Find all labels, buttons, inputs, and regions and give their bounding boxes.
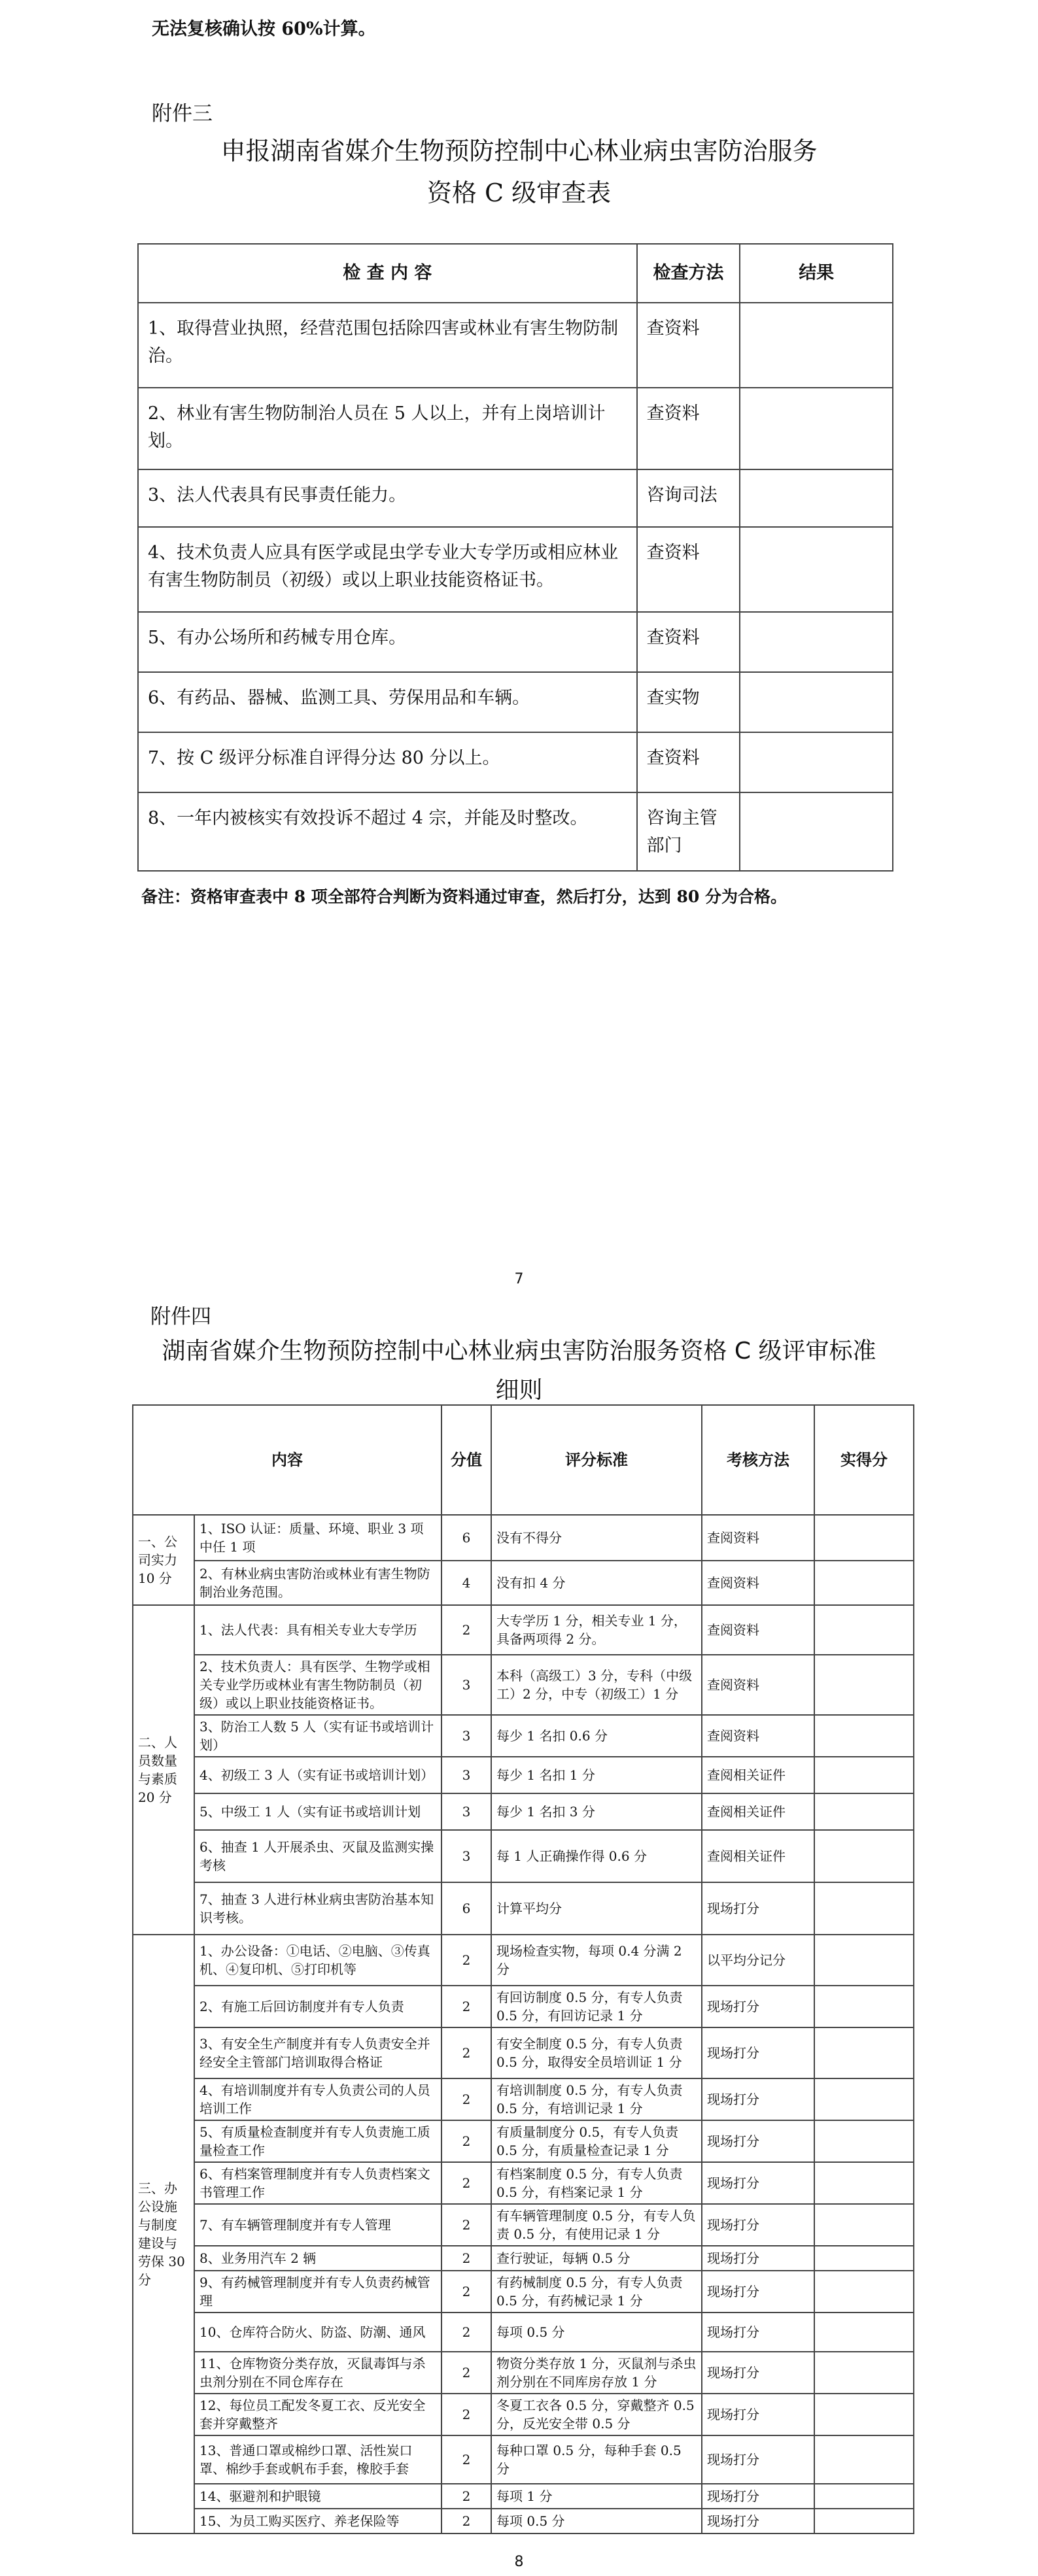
row-actual xyxy=(814,1715,914,1757)
row-criteria: 每种口罩 0.5 分，每种手套 0.5 分 xyxy=(491,2435,702,2484)
row-method: 现场打分 xyxy=(702,2394,814,2435)
row-score: 2 xyxy=(441,1986,491,2027)
row-score: 6 xyxy=(441,1515,491,1561)
row-score: 2 xyxy=(441,2120,491,2162)
row-method: 以平均分记分 xyxy=(702,1935,814,1986)
annex4-row xyxy=(133,2435,914,2484)
row-score: 3 xyxy=(441,1793,491,1830)
row-method: 查阅资料 xyxy=(702,1515,814,1561)
page-number: 8 xyxy=(514,2554,524,2570)
row-actual xyxy=(814,2204,914,2246)
row-criteria: 冬夏工衣各 0.5 分，穿戴整齐 0.5 分，反光安全带 0.5 分 xyxy=(491,2394,702,2435)
row-criteria: 每项 0.5 分 xyxy=(491,2509,702,2534)
row-method: 查阅资料 xyxy=(702,1715,814,1757)
row-actual xyxy=(814,1605,914,1655)
row-result xyxy=(740,612,893,672)
header-content: 检 查 内 容 xyxy=(138,244,637,303)
annex4-row xyxy=(133,1757,914,1793)
annex4-row xyxy=(133,2246,914,2271)
row-content: 6、有药品、器械、监测工具、劳保用品和车辆。 xyxy=(138,672,637,732)
row-actual xyxy=(814,2394,914,2435)
row-actual xyxy=(814,2271,914,2313)
row-method: 现场打分 xyxy=(702,2120,814,2162)
row-method: 查资料 xyxy=(637,303,740,388)
row-method: 咨询司法 xyxy=(637,469,740,527)
row-score: 2 xyxy=(441,2162,491,2204)
row-item: 14、驱避剂和护眼镜 xyxy=(194,2484,441,2509)
row-score: 2 xyxy=(441,2484,491,2509)
row-method: 查阅资料 xyxy=(702,1605,814,1655)
row-criteria: 每项 0.5 分 xyxy=(491,2313,702,2352)
header-result: 结果 xyxy=(740,244,893,303)
row-item: 3、防治工人数 5 人（实有证书或培训计划） xyxy=(194,1715,441,1757)
annex4-row xyxy=(133,2120,914,2162)
row-criteria: 有车辆管理制度 0.5 分，有专人负责 0.5 分，有使用记录 1 分 xyxy=(491,2204,702,2246)
row-score: 2 xyxy=(441,2435,491,2484)
annex3-title-line1: 申报湖南省媒介生物预防控制中心林业病虫害防治服务 xyxy=(220,137,818,165)
row-actual xyxy=(814,2120,914,2162)
row-criteria: 计算平均分 xyxy=(491,1882,702,1935)
row-item: 9、有药械管理制度并有专人负责药械管理 xyxy=(194,2271,441,2313)
row-item: 1、ISO 认证：质量、环境、职业 3 项中任 1 项 xyxy=(194,1515,441,1561)
row-actual xyxy=(814,2078,914,2120)
header-score: 分值 xyxy=(441,1405,491,1515)
row-item: 2、技术负责人：具有医学、生物学或相关专业学历或林业有害生物防制员（初级）或以上职业技能资格证书。 xyxy=(194,1655,441,1715)
row-method: 查阅相关证件 xyxy=(702,1830,814,1882)
row-content: 4、技术负责人应具有医学或昆虫学专业大专学历或相应林业有害生物防制员（初级）或以上职业技能资格证书。 xyxy=(138,527,637,612)
row-method: 查资料 xyxy=(637,732,740,792)
row-criteria: 没有不得分 xyxy=(491,1515,702,1561)
header-criteria: 评分标准 xyxy=(491,1405,702,1515)
annex4-row xyxy=(133,2394,914,2435)
row-criteria: 查行驶证，每辆 0.5 分 xyxy=(491,2246,702,2271)
header-method: 检查方法 xyxy=(637,244,740,303)
annex3-row xyxy=(138,672,893,732)
row-method: 现场打分 xyxy=(702,2313,814,2352)
row-score: 2 xyxy=(441,2313,491,2352)
row-actual xyxy=(814,1757,914,1793)
annex3-row xyxy=(138,388,893,469)
row-content: 8、一年内被核实有效投诉不超过 4 宗，并能及时整改。 xyxy=(138,792,637,871)
row-method: 现场打分 xyxy=(702,2509,814,2534)
annex4-row xyxy=(133,2078,914,2120)
row-criteria: 现场检查实物，每项 0.4 分满 2 分 xyxy=(491,1935,702,1986)
row-result xyxy=(740,469,893,527)
row-result xyxy=(740,732,893,792)
annex4-title-line2: 细则 xyxy=(495,1377,543,1404)
row-criteria: 有档案制度 0.5 分，有专人负责 0.5 分，有档案记录 1 分 xyxy=(491,2162,702,2204)
row-score: 3 xyxy=(441,1757,491,1793)
row-item: 2、有林业病虫害防治或林业有害生物防制治业务范围。 xyxy=(194,1561,441,1605)
row-method: 查阅资料 xyxy=(702,1561,814,1605)
row-score: 2 xyxy=(441,2271,491,2313)
row-result xyxy=(740,792,893,871)
row-criteria: 大专学历 1 分，相关专业 1 分，具备两项得 2 分。 xyxy=(491,1605,702,1655)
row-score: 2 xyxy=(441,2204,491,2246)
row-item: 10、仓库符合防火、防盗、防潮、通风 xyxy=(194,2313,441,2352)
header-actual: 实得分 xyxy=(814,1405,914,1515)
row-actual xyxy=(814,1830,914,1882)
annex3-header-row xyxy=(138,244,893,303)
annex3-row xyxy=(138,732,893,792)
row-item: 4、有培训制度并有专人负责公司的人员培训工作 xyxy=(194,2078,441,2120)
row-score: 2 xyxy=(441,2027,491,2078)
row-result xyxy=(740,303,893,388)
row-score: 2 xyxy=(441,2246,491,2271)
row-score: 2 xyxy=(441,2352,491,2394)
annex4-header-row xyxy=(133,1405,914,1515)
annex4-row xyxy=(133,2162,914,2204)
row-actual xyxy=(814,1515,914,1561)
group-name: 二、人员数量与素质 20 分 xyxy=(133,1605,194,1935)
row-item: 6、有档案管理制度并有专人负责档案文书管理工作 xyxy=(194,2162,441,2204)
annex4-row xyxy=(133,1655,914,1715)
row-criteria: 每项 1 分 xyxy=(491,2484,702,2509)
row-item: 12、每位员工配发冬夏工衣、反光安全套并穿戴整齐 xyxy=(194,2394,441,2435)
row-score: 6 xyxy=(441,1882,491,1935)
annex3-row xyxy=(138,612,893,672)
row-item: 2、有施工后回访制度并有专人负责 xyxy=(194,1986,441,2027)
row-method: 查实物 xyxy=(637,672,740,732)
row-item: 4、初级工 3 人（实有证书或培训计划） xyxy=(194,1757,441,1793)
row-actual xyxy=(814,1935,914,1986)
row-item: 1、法人代表：具有相关专业大专学历 xyxy=(194,1605,441,1655)
row-result xyxy=(740,672,893,732)
row-method: 现场打分 xyxy=(702,2352,814,2394)
row-method: 查资料 xyxy=(637,527,740,612)
annex4-row xyxy=(133,1935,914,1986)
row-actual xyxy=(814,2352,914,2394)
row-actual xyxy=(814,2246,914,2271)
header-method: 考核方法 xyxy=(702,1405,814,1515)
row-actual xyxy=(814,1882,914,1935)
group-name: 一、公司实力 10 分 xyxy=(133,1515,194,1605)
annex4-row xyxy=(133,1515,914,1561)
row-actual xyxy=(814,2509,914,2534)
row-score: 2 xyxy=(441,2078,491,2120)
annex4-row xyxy=(133,1986,914,2027)
row-score: 2 xyxy=(441,2394,491,2435)
annex3-title-line2: 资格 C 级审查表 xyxy=(426,178,612,207)
row-criteria: 有药械制度 0.5 分，有专人负责 0.5 分，有药械记录 1 分 xyxy=(491,2271,702,2313)
row-method: 现场打分 xyxy=(702,2027,814,2078)
row-criteria: 有回访制度 0.5 分，有专人负责 0.5 分，有回访记录 1 分 xyxy=(491,1986,702,2027)
annex3-remark: 备注：资格审查表中 8 项全部符合判断为资料通过审查，然后打分，达到 80 分为合格。 xyxy=(141,887,787,906)
annex4-row xyxy=(133,2509,914,2534)
row-item: 11、仓库物资分类存放，灭鼠毒饵与杀虫剂分别在不同仓库存在 xyxy=(194,2352,441,2394)
row-actual xyxy=(814,2027,914,2078)
row-score: 2 xyxy=(441,2509,491,2534)
row-method: 查资料 xyxy=(637,612,740,672)
row-actual xyxy=(814,1561,914,1605)
annex4-row xyxy=(133,1605,914,1655)
row-item: 5、有质量检查制度并有专人负责施工质量检查工作 xyxy=(194,2120,441,2162)
row-result xyxy=(740,388,893,469)
row-criteria: 有安全制度 0.5 分，有专人负责 0.5 分，取得安全员培训证 1 分 xyxy=(491,2027,702,2078)
annex4-title-line1: 湖南省媒介生物预防控制中心林业病虫害防治服务资格 C 级评审标准 xyxy=(162,1338,876,1364)
annex3-review-table xyxy=(137,243,893,872)
row-criteria: 每少 1 名扣 1 分 xyxy=(491,1757,702,1793)
annex4-row xyxy=(133,2352,914,2394)
row-content: 7、按 C 级评分标准自评得分达 80 分以上。 xyxy=(138,732,637,792)
annex4-label: 附件四 xyxy=(150,1305,211,1329)
annex3-row xyxy=(138,792,893,871)
annex4-scoring-table xyxy=(132,1404,914,2534)
annex4-row xyxy=(133,2204,914,2246)
annex4-row xyxy=(133,2313,914,2352)
row-criteria: 本科（高级工）3 分，专科（中级工）2 分，中专（初级工）1 分 xyxy=(491,1655,702,1715)
row-actual xyxy=(814,1986,914,2027)
annex3-label: 附件三 xyxy=(152,102,213,126)
row-method: 现场打分 xyxy=(702,2484,814,2509)
annex4-row xyxy=(133,1793,914,1830)
row-criteria: 没有扣 4 分 xyxy=(491,1561,702,1605)
row-item: 7、有车辆管理制度并有专人管理 xyxy=(194,2204,441,2246)
row-method: 现场打分 xyxy=(702,2246,814,2271)
row-method: 现场打分 xyxy=(702,1986,814,2027)
row-score: 2 xyxy=(441,1605,491,1655)
row-method: 查阅资料 xyxy=(702,1655,814,1715)
top-note: 无法复核确认按 60%计算。 xyxy=(152,19,376,39)
annex3-row xyxy=(138,303,893,388)
row-method: 现场打分 xyxy=(702,2078,814,2120)
row-method: 查阅相关证件 xyxy=(702,1793,814,1830)
row-actual xyxy=(814,1793,914,1830)
annex4-row xyxy=(133,1715,914,1757)
page-number: 7 xyxy=(514,1271,524,1287)
row-actual xyxy=(814,2313,914,2352)
group-name: 三、办公设施与制度建设与劳保 30 分 xyxy=(133,1935,194,2534)
row-score: 4 xyxy=(441,1561,491,1605)
row-item: 1、办公设备：①电话、②电脑、③传真机、④复印机、⑤打印机等 xyxy=(194,1935,441,1986)
annex4-row xyxy=(133,2027,914,2078)
row-item: 5、中级工 1 人（实有证书或培训计划 xyxy=(194,1793,441,1830)
row-method: 查阅相关证件 xyxy=(702,1757,814,1793)
row-content: 1、取得营业执照，经营范围包括除四害或林业有害生物防制治。 xyxy=(138,303,637,388)
annex4-row xyxy=(133,1882,914,1935)
annex3-row xyxy=(138,527,893,612)
row-item: 8、业务用汽车 2 辆 xyxy=(194,2246,441,2271)
row-method: 查资料 xyxy=(637,388,740,469)
row-score: 3 xyxy=(441,1830,491,1882)
row-score: 3 xyxy=(441,1715,491,1757)
row-method: 现场打分 xyxy=(702,2435,814,2484)
row-content: 2、林业有害生物防制治人员在 5 人以上，并有上岗培训计划。 xyxy=(138,388,637,469)
annex3-row xyxy=(138,469,893,527)
row-criteria: 有培训制度 0.5 分，有专人负责 0.5 分，有培训记录 1 分 xyxy=(491,2078,702,2120)
row-actual xyxy=(814,1655,914,1715)
annex4-row xyxy=(133,2271,914,2313)
row-criteria: 每 1 人正确操作得 0.6 分 xyxy=(491,1830,702,1882)
row-content: 5、有办公场所和药械专用仓库。 xyxy=(138,612,637,672)
row-item: 7、抽查 3 人进行林业病虫害防治基本知识考核。 xyxy=(194,1882,441,1935)
annex4-row xyxy=(133,2484,914,2509)
row-score: 2 xyxy=(441,1935,491,1986)
row-method: 现场打分 xyxy=(702,2271,814,2313)
row-method: 咨询主管部门 xyxy=(637,792,740,871)
row-actual xyxy=(814,2162,914,2204)
row-criteria: 每少 1 名扣 3 分 xyxy=(491,1793,702,1830)
row-result xyxy=(740,527,893,612)
row-item: 15、为员工购买医疗、养老保险等 xyxy=(194,2509,441,2534)
row-item: 13、普通口罩或棉纱口罩、活性炭口罩、棉纱手套或帆布手套，橡胶手套 xyxy=(194,2435,441,2484)
row-actual xyxy=(814,2435,914,2484)
annex4-row xyxy=(133,1830,914,1882)
row-item: 3、有安全生产制度并有专人负责安全并经安全主管部门培训取得合格证 xyxy=(194,2027,441,2078)
row-score: 3 xyxy=(441,1655,491,1715)
row-actual xyxy=(814,2484,914,2509)
annex4-row xyxy=(133,1561,914,1605)
row-criteria: 物资分类存放 1 分，灭鼠剂与杀虫剂分别在不同库房存放 1 分 xyxy=(491,2352,702,2394)
row-method: 现场打分 xyxy=(702,1882,814,1935)
row-method: 现场打分 xyxy=(702,2204,814,2246)
row-content: 3、法人代表具有民事责任能力。 xyxy=(138,469,637,527)
row-criteria: 每少 1 名扣 0.6 分 xyxy=(491,1715,702,1757)
row-criteria: 有质量制度分 0.5，有专人负责 0.5 分，有质量检查记录 1 分 xyxy=(491,2120,702,2162)
header-content: 内容 xyxy=(133,1405,441,1515)
row-method: 现场打分 xyxy=(702,2162,814,2204)
row-item: 6、抽查 1 人开展杀虫、灭鼠及监测实操考核 xyxy=(194,1830,441,1882)
